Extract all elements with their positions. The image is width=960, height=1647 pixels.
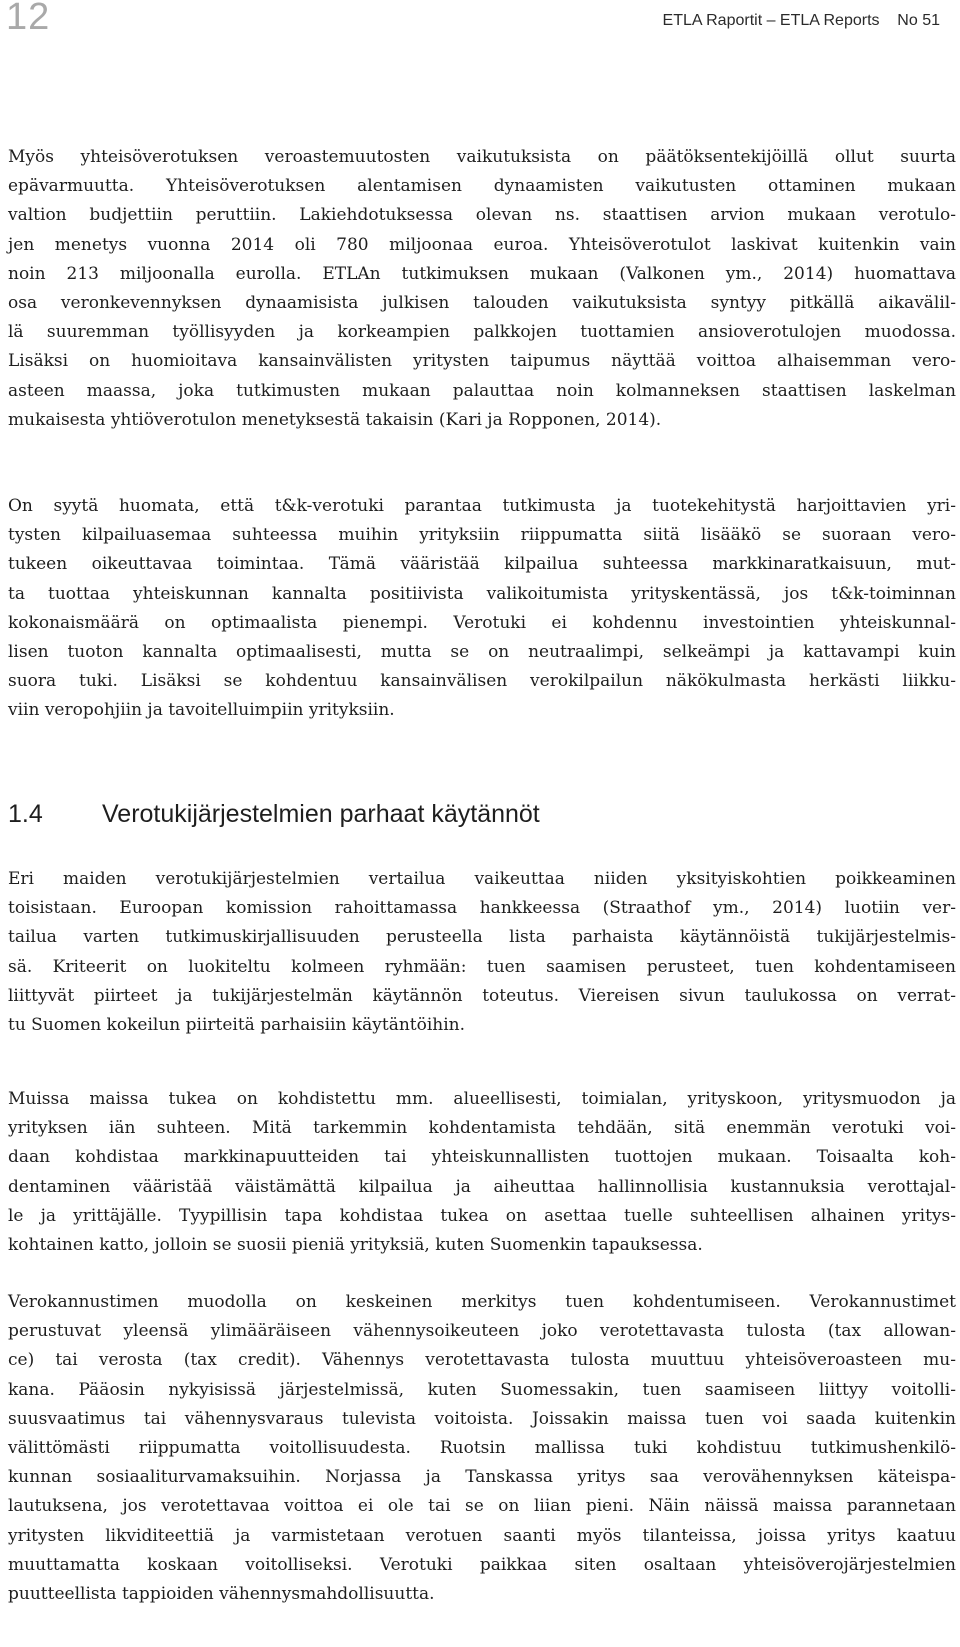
text-line: lisen tuoton kannalta optimaalisesti, mutta se on neutraalimpi, selkeämpi ja kattavampi kuin [8, 642, 956, 663]
text-line: epävarmuutta. Yhteisöverotuksen alentamisen dynaamisten vaikutusten ottaminen mukaan [8, 176, 956, 197]
text-line: lautuksena, jos verotettavaa voittoa ei ole tai se on liian pieni. Näin näissä maissa parannetaan [8, 1496, 956, 1517]
section-title: Verotukijärjestelmien parhaat käytännöt [102, 800, 540, 828]
running-header: ETLA Raportit – ETLA Reports No 51 [662, 12, 940, 29]
text-line: toisistaan. Euroopan komission rahoittamassa hankkeessa (Straathof ym., 2014) luotiin ver- [8, 898, 956, 919]
text-line: jen menetys vuonna 2014 oli 780 miljoonaa euroa. Yhteisöverotulot laskivat kuitenkin vain [8, 234, 956, 255]
text-line: Verokannustimen muodolla on keskeinen merkitys tuen kohdentumiseen. Verokannustimet [8, 1292, 956, 1312]
text-line: ta tuottaa yhteiskunnan kannalta positiivista valikoitumista yrityskentässä, jos t&k-toiminnan [8, 583, 956, 604]
text-line: perustuvat yleensä ylimääräiseen vähennysoikeuteen joko verotettavasta tulosta (tax allowan- [8, 1321, 956, 1342]
text-line: tysten kilpailuasemaa suhteessa muihin yrityksiin riippumatta siitä lisääkö se suoraan vero- [8, 525, 956, 546]
text-line: välittömästi riippumatta voitollisuudesta. Ruotsin mallissa tuki kohdistuu tutkimushenkilö- [8, 1438, 956, 1459]
paragraph-vertailu [8, 865, 956, 1040]
text-line: mukaisesta yhtiöverotulon menetyksestä takaisin (Kari ja Ropponen, 2014). [8, 409, 662, 430]
text-line: dentaminen vääristää väistämättä kilpailua ja aiheuttaa hallinnollisia kustannuksia verottajal- [8, 1176, 956, 1197]
text-line: suora tuki. Lisäksi se kohdentuu kansainvälisen verokilpailun näkökulmasta herkästi liikku- [8, 671, 956, 692]
text-line: kana. Pääosin nykyisissä järjestelmissä, kuten Suomessakin, tuen saamiseen liittyy voitolli- [8, 1379, 956, 1400]
text-line: tailua varten tutkimuskirjallisuuden perusteella lista parhaista käytännöistä tukijärjestelmis- [8, 927, 956, 948]
text-line: Myös yhteisöverotuksen veroastemuutosten vaikutuksista on päätöksentekijöillä ollut suurta [8, 147, 956, 167]
text-line: valtion budjettiin peruttiin. Lakiehdotuksessa olevan ns. staattisen arvion mukaan verotulo- [8, 205, 956, 226]
text-line: Muissa maissa tukea on kohdistettu mm. alueellisesti, toimialan, yrityskoon, yritysmuodon ja [8, 1089, 956, 1109]
text-line: ce) tai verosta (tax credit). Vähennys verotettavasta tulosta muuttuu yhteisöveroasteen mu- [8, 1350, 956, 1371]
paragraph-tk-verotuki [8, 492, 956, 726]
text-line: Lisäksi on huomioitava kansainvälisten yritysten taipumus näyttää voittoa alhaisemman vero- [8, 351, 956, 372]
text-line: liittyvät piirteet ja tukijärjestelmän käytännön toteutus. Viereisen sivun taulukossa on verrat- [8, 985, 956, 1006]
text-line: noin 213 miljoonalla eurolla. ETLAn tutkimuksen mukaan (Valkonen ym., 2014) huomattava [8, 263, 956, 284]
paragraph-veroastemuutokset [8, 143, 956, 435]
text-line: kokonaismäärä on optimaalista pienempi. Verotuki ei kohdennu investointien yhteiskunnal- [8, 612, 956, 633]
section-heading [8, 800, 540, 829]
text-line: muuttamatta koskaan voitolliseksi. Verotuki paikkaa siten osaltaan yhteisöverojärjestelmien [8, 1554, 956, 1575]
text-line: tu Suomen kokeilun piirteitä parhaisiin käytäntöihin. [8, 1015, 466, 1036]
text-line: asteen maassa, joka tutkimusten mukaan palauttaa noin kolmanneksen staattisen laskelman [8, 380, 956, 401]
text-line: lä suuremman työllisyyden ja korkeampien palkkojen tuottamien ansioverotulojen muodossa. [8, 322, 956, 343]
text-line: kohtainen katto, jolloin se suosii pieniä yrityksiä, kuten Suomenkin tapauksessa. [8, 1235, 703, 1256]
text-line: sä. Kriteerit on luokiteltu kolmeen ryhmään: tuen saamisen perusteet, tuen kohdentamiseen [8, 956, 956, 977]
text-line: yritysten likviditeettiä ja varmistetaan verotuen saanti myös tilanteissa, joissa yritys kaatuu [8, 1525, 956, 1546]
paragraph-kohdistaminen [8, 1085, 956, 1260]
text-line: daan kohdistaa markkinapuutteiden tai yhteiskunnallisten tuottojen mukaan. Toisaalta koh- [8, 1147, 956, 1168]
text-line: le ja yrittäjälle. Tyypillisin tapa kohdistaa tukea on asettaa tuelle suhteellisen alhainen yritys- [8, 1205, 956, 1226]
text-line: On syytä huomata, että t&k-verotuki parantaa tutkimusta ja tuotekehitystä harjoittavien yri- [8, 496, 956, 516]
text-line: tukeen oikeuttavaa toimintaa. Tämä vääristää kilpailua suhteessa markkinaratkaisuun, mut- [8, 554, 956, 575]
section-number: 1.4 [8, 800, 43, 828]
text-line: viin veropohjiin ja tavoitelluimpiin yrityksiin. [8, 700, 395, 721]
text-line: puutteellista tappioiden vähennysmahdollisuutta. [8, 1584, 435, 1605]
text-line: yrityksen iän suhteen. Mitä tarkemmin kohdentamista tehdään, sitä enemmän verotuki voi- [8, 1118, 956, 1139]
text-line: suusvaatimus tai vähennysvaraus tulevista voitoista. Joissakin maissa tuen voi saada kuitenkin [8, 1408, 956, 1429]
text-line: Eri maiden verotukijärjestelmien vertailua vaikeuttaa niiden yksityiskohtien poikkeaminen [8, 869, 956, 889]
page-number: 12 [6, 0, 51, 38]
text-line: kunnan sosiaaliturvamaksuihin. Norjassa ja Tanskassa yritys saa verovähennyksen käteispa- [8, 1467, 956, 1488]
paragraph-verokannustimen-muoto [8, 1288, 956, 1609]
text-line: osa veronkevennyksen dynaamisista julkisen talouden vaikutuksista syntyy pitkällä aikavälil- [8, 293, 956, 314]
